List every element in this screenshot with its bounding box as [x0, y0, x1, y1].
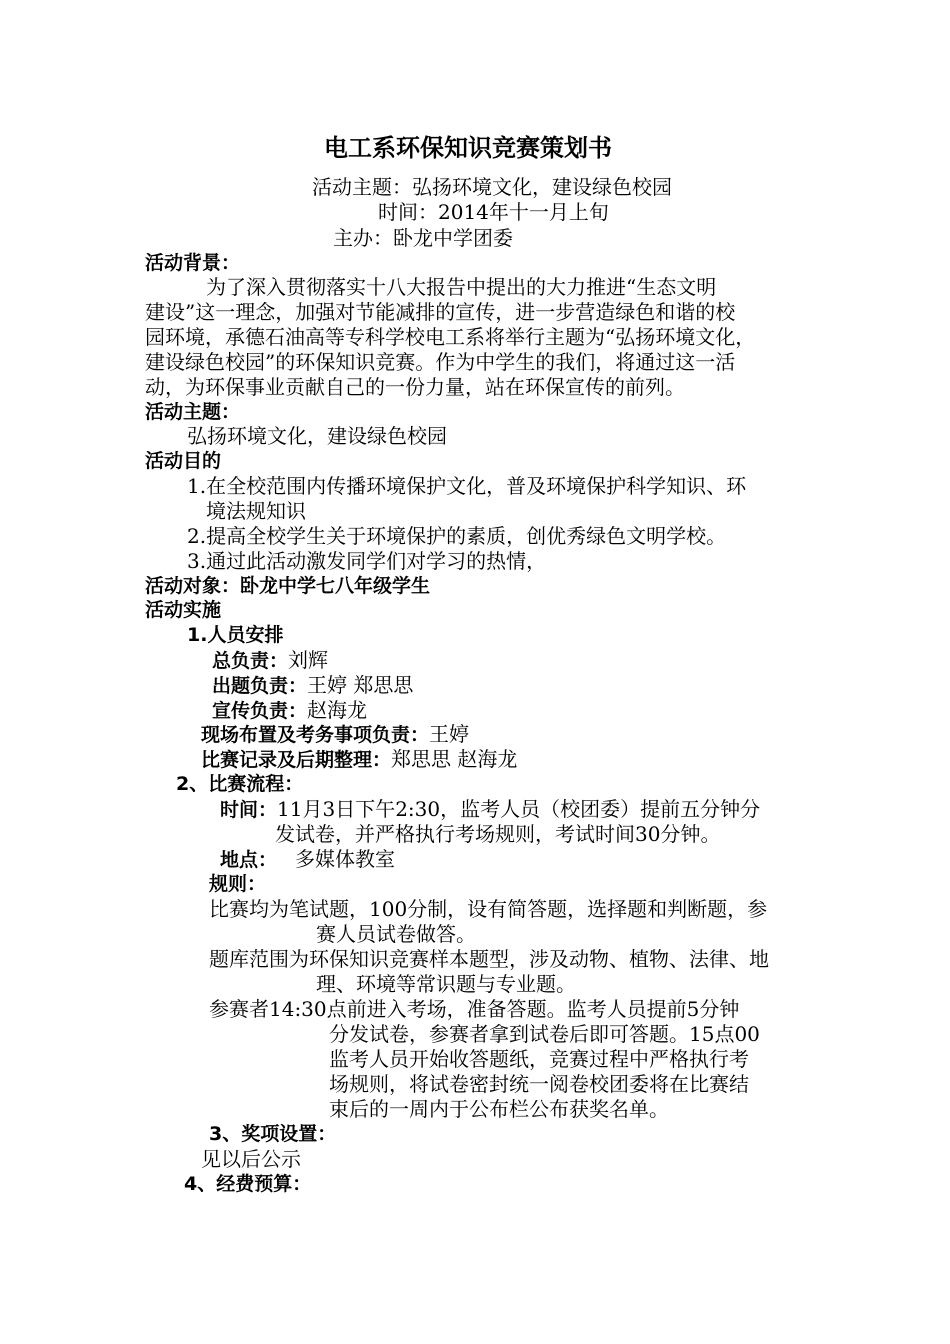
staff-value: 郑思思 赵海龙	[391, 747, 518, 771]
staff-label: 总负责：	[212, 650, 289, 672]
background-line: 园环境，承德石油高等专科学校电工系将举行主题为“弘扬环境文化，	[145, 325, 756, 349]
staff-heading: 1.人员安排	[187, 624, 284, 646]
header-theme: 活动主题：弘扬环境文化，建设绿色校园	[312, 175, 672, 199]
staff-row	[201, 722, 469, 748]
staff-value: 刘辉	[288, 648, 329, 672]
awards-text: 见以后公示	[201, 1147, 301, 1171]
rule-line: 监考人员开始收答题纸，竞赛过程中严格执行考	[329, 1047, 749, 1071]
target-line: 活动对象：卧龙中学七八年级学生	[145, 575, 431, 597]
rule-line: 比赛均为笔试题，100分制，设有简答题，选择题和判断题，参	[209, 897, 768, 921]
staff-row	[212, 698, 367, 724]
purpose-item: 1.在全校范围内传播环境保护文化，普及环境保护科学知识、环	[187, 474, 747, 498]
process-time-text: 11月3日下午2:30，监考人员（校团委）提前五分钟分	[277, 797, 761, 821]
staff-value: 王婷 郑思思	[307, 673, 414, 697]
header-time: 时间：2014年十一月上旬	[378, 200, 609, 224]
rule-line: 题库范围为环保知识竞赛样本题型，涉及动物、植物、法律、地	[209, 947, 769, 971]
rule-line: 场规则，将试卷密封统一阅卷校团委将在比赛结	[329, 1072, 749, 1096]
rule-line: 理、环境等常识题与专业题。	[316, 972, 576, 996]
purpose-heading: 活动目的	[145, 450, 222, 472]
awards-heading: 3、奖项设置：	[209, 1123, 337, 1145]
staff-label: 宣传负责：	[212, 700, 308, 722]
process-place	[220, 847, 395, 873]
process-place-label: 地点：	[220, 849, 278, 871]
rule-line: 分发试卷，参赛者拿到试卷后即可答题。15点00	[329, 1022, 760, 1046]
process-time-line: 发试卷，并严格执行考场规则，考试时间30分钟。	[275, 822, 721, 846]
staff-row	[201, 747, 517, 773]
process-time-label: 时间：	[220, 799, 278, 821]
page-title: 电工系环保知识竞赛策划书	[324, 134, 612, 162]
background-heading: 活动背景：	[145, 252, 241, 274]
background-line: 为了深入贯彻落实十八大报告中提出的大力推进“生态文明	[206, 275, 717, 299]
staff-row	[212, 673, 413, 699]
background-line: 建设绿色校园”的环保知识竞赛。作为中学生的我们，将通过这一活	[145, 350, 736, 374]
staff-label: 比赛记录及后期整理：	[201, 749, 392, 771]
process-time	[220, 797, 760, 823]
background-line: 建设”这一理念，加强对节能减排的宣传，进一步营造绿色和谐的校	[145, 300, 736, 324]
staff-label: 出题负责：	[212, 675, 308, 697]
rule-line: 赛人员试卷做答。	[316, 922, 476, 946]
purpose-item: 境法规知识	[206, 499, 306, 523]
rule-line: 束后的一周内于公布栏公布获奖名单。	[329, 1097, 669, 1121]
implementation-heading: 活动实施	[145, 599, 222, 621]
process-heading: 2、比赛流程：	[176, 773, 304, 795]
rule-line: 参赛者14:30点前进入考场，准备答题。监考人员提前5分钟	[209, 997, 740, 1021]
purpose-item: 3.通过此活动激发同学们对学习的热情，	[187, 549, 547, 573]
background-line: 动，为环保事业贡献自己的一份力量，站在环保宣传的前列。	[145, 375, 685, 399]
theme-text: 弘扬环境文化，建设绿色校园	[187, 424, 447, 448]
budget-heading: 4、经费预算：	[184, 1173, 312, 1195]
staff-row	[212, 648, 328, 674]
purpose-item: 2.提高全校学生关于环境保护的素质，创优秀绿色文明学校。	[187, 524, 727, 548]
header-organizer: 主办：卧龙中学团委	[333, 226, 513, 250]
staff-value: 王婷	[429, 722, 470, 746]
rules-heading: 规则：	[209, 873, 267, 895]
staff-value: 赵海龙	[307, 698, 368, 722]
theme-heading: 活动主题：	[145, 401, 241, 423]
process-place-value: 多媒体教室	[295, 847, 396, 871]
staff-label: 现场布置及考务事项负责：	[201, 724, 430, 746]
